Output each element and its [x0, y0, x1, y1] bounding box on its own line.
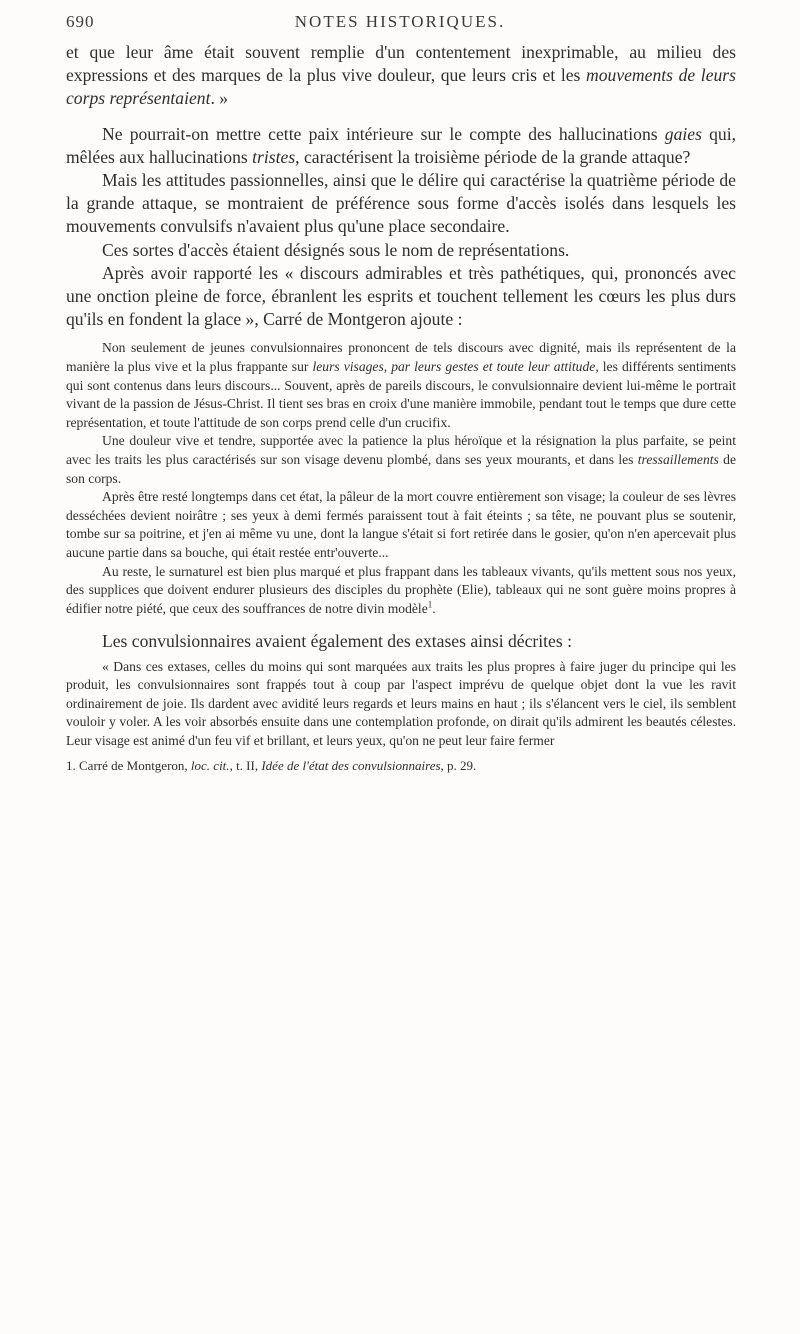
paragraph-extases: Les convulsionnaires avaient également des extases ainsi décrites : [102, 631, 572, 652]
page-number: 690 [66, 12, 95, 31]
quote-surnaturel: Au reste, le surnaturel est bien plus marqué et plus frappant dans les tableaux vivants, qu'ils mettent sous nos yeux, des supplices que doivent endurer plusieurs des disciples du prophète (Elie), tableaux qui ne sont guère moins propres à édifier notre piété, que ceux des souffrances de notre divin modèle$^1$. [66, 563, 736, 616]
footnote: 1. Carré de Montgeron, loc. cit., t. II, Idée de l'état des convulsionnaires, p. 29. [66, 757, 477, 773]
quote-extases: « Dans ces extases, celles du moins qui sont marquées aux traits les plus propres à faire juger du principe qui les produit, les convulsionnaires sont frappés tout à coup par l'aspect imprévu de quelque objet dont la vue les ravit ordinairement de joie. Ils dardent avec avidité leurs regards et leurs mains en haut ; ils s'élancent vers le ciel, ils semblent vouloir y voler. A les voir absorbés ensuite dans une contemplation profonde, on dirait qu'ils admirent les beautés célestes. Leur visage est animé d'un feu vif et brillant, et leurs yeux, qu'on ne peut leur faire fermer [66, 658, 736, 748]
paragraph-discours: Après avoir rapporté les « discours admirables et très pathétiques, qui, prononcés avec une onction pleine de force, ébranlent les esprits et touchent tellement les cœurs les plus durs qu'ils en fondent la glace », Carré de Montgeron ajoute : [66, 262, 736, 330]
running-title: NOTES HISTORIQUES. [294, 12, 506, 31]
paragraph-hallucinations: Ne pourrait-on mettre cette paix intérieure sur le compte des hallucinations gaies qui, mêlées aux hallucinations tristes, caractérisent la troisième période de la grande attaque? [66, 123, 736, 167]
running-head [66, 12, 734, 36]
paragraph-continuation: et que leur âme était souvent remplie d'un contentement inexprimable, au milieu des expressions et des marques de la plus vive douleur, que leurs cris et les mouvements de leurs corps représentaient. » [66, 42, 736, 109]
quote-convulsionnaires: Non seulement de jeunes convulsionnaires prononcent de tels discours avec dignité, mais ils représentent de la manière la plus vive et la plus frappante sur leurs visages, par leurs gestes et toute leur attitude, les différents sentiments qui sont contenus dans leurs discours... Souvent, après de pareils discours, le convulsionnaire devient lui-même le portrait vivant de la passion de Jésus-Christ. Il tient ses bras en croix d'une manière immobile, pendant tout le temps que dure cette représentation, et toute l'attitude de son corps prend celle d'un crucifix. [66, 340, 736, 430]
paragraph-representations: Ces sortes d'accès étaient désignés sous le nom de représentations. [102, 239, 570, 260]
paragraph-attitudes: Mais les attitudes passionnelles, ainsi que le délire qui caractérise la quatrième période de la grande attaque, se montraient de préférence sous forme d'accès isolés dans lesquels les mouvements convulsifs n'avaient plus qu'une place secondaire. [66, 170, 736, 237]
quote-douleur: Une douleur vive et tendre, supportée avec la patience la plus héroïque et la résignation la plus parfaite, se peint avec les traits les plus caractérisés sur son visage devenu plombé, dans ses yeux mourants, et dans les tressaillements de son corps. [66, 433, 736, 486]
quote-mort: Après être resté longtemps dans cet état, la pâleur de la mort couvre entièrement son visage; la couleur de ses lèvres desséchées devient noirâtre ; ses yeux à demi fermés paraissent tout à fait éteints ; sa tête, ne pouvant plus se soutenir, tombe sur sa poitrine, et j'en ai même vu une, dont la langue s'était si fort retirée dans le gosier, qu'on n'en apercevait plus aucune partie dans sa bouche, qui était restée entr'ouverte... [66, 489, 736, 560]
footnote-ref[interactable]: 1 [427, 599, 433, 610]
body-text [66, 41, 736, 774]
